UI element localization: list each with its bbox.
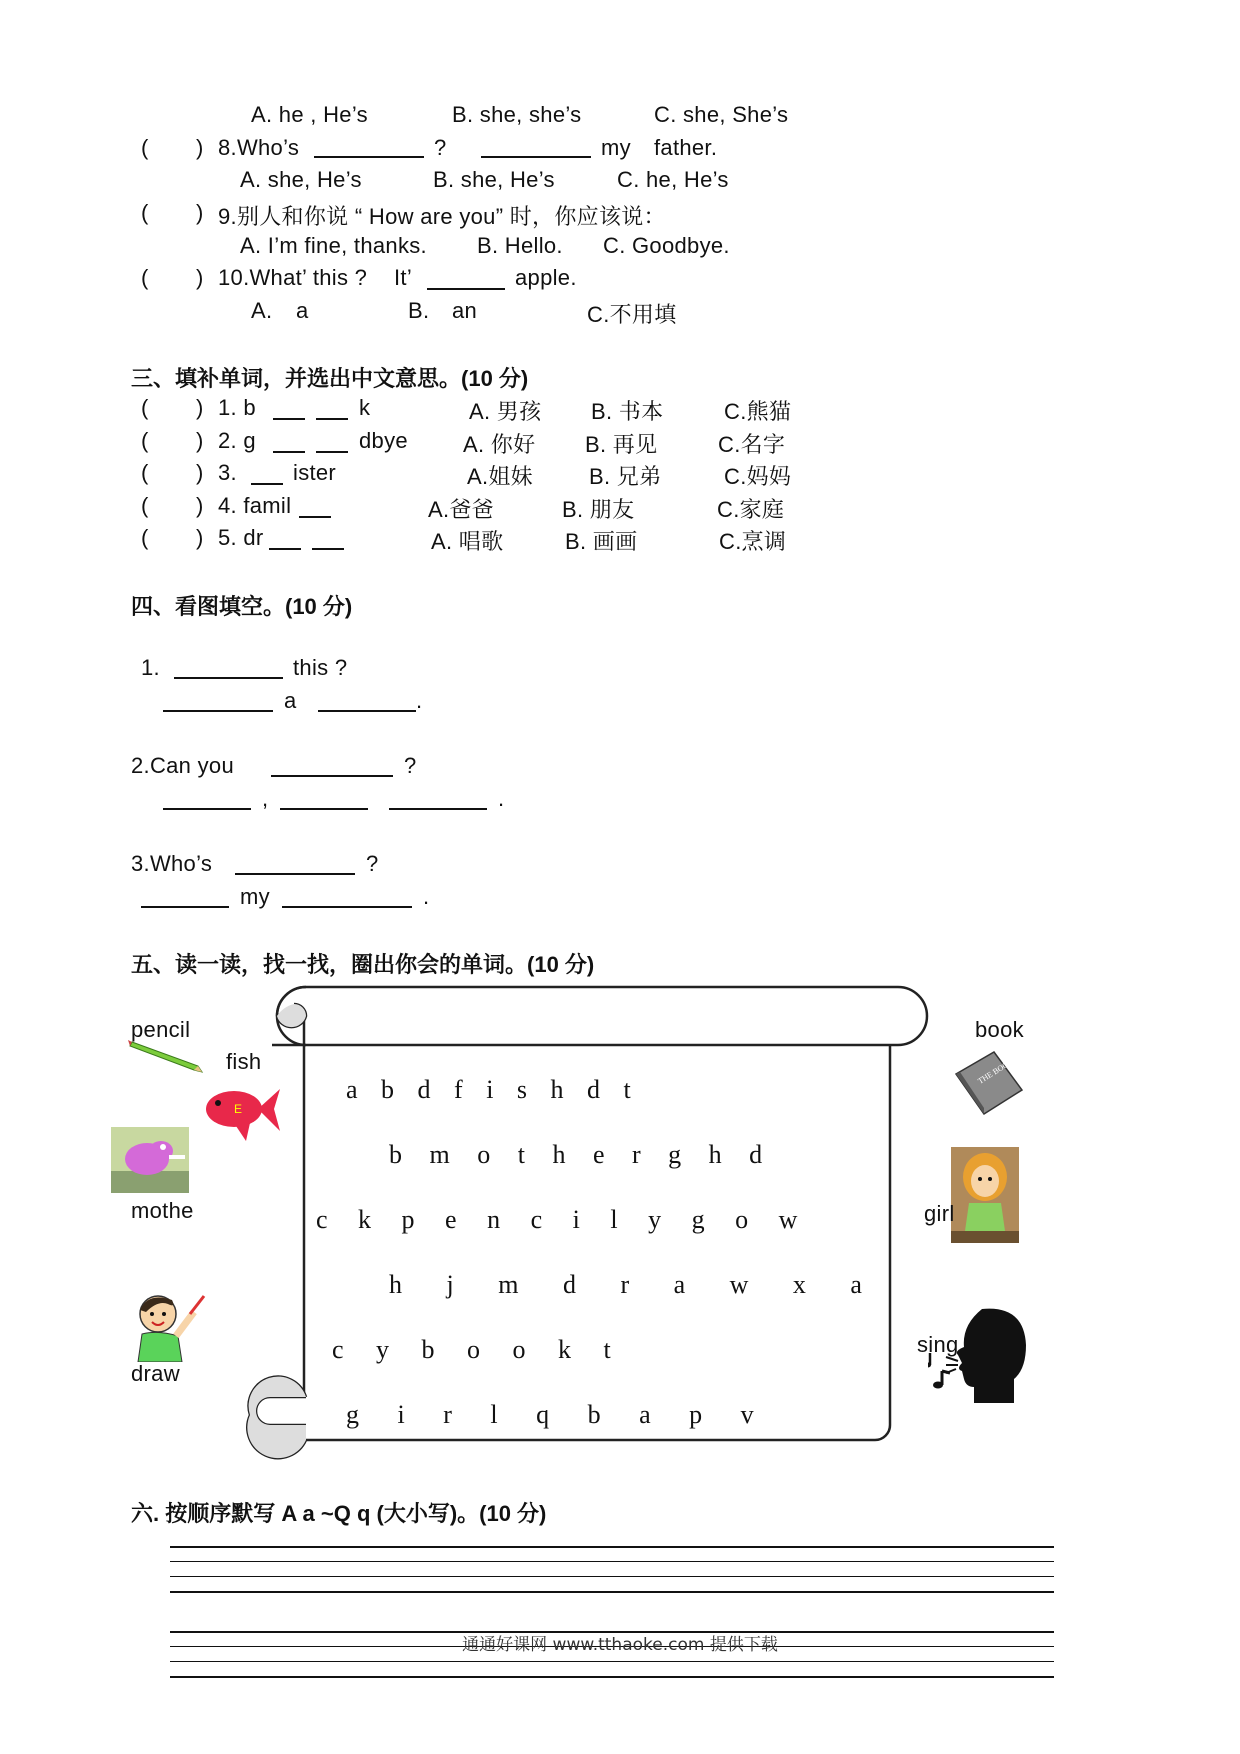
q7-option-a: A. he , He’s bbox=[251, 102, 368, 127]
q10-it: It’ bbox=[394, 265, 413, 290]
grid-row-2 bbox=[389, 1140, 762, 1170]
q10-question: 10.What’ this ? bbox=[218, 265, 368, 290]
grid-row-3-text[interactable]: c k p e n c i l y g o w bbox=[316, 1205, 798, 1234]
grid-row-5-text[interactable]: c y b o o k t bbox=[332, 1335, 611, 1364]
s3-item5-b: B. 画画 bbox=[565, 529, 638, 554]
q10-option-b-value: an bbox=[452, 298, 478, 323]
s4-q3-blank-3[interactable] bbox=[282, 906, 412, 908]
s4-q2-qmark: ? bbox=[404, 753, 417, 778]
writing-line-4 bbox=[170, 1591, 1054, 1593]
s3-close-1: ) bbox=[196, 395, 204, 420]
s3-item2-blank-1[interactable] bbox=[273, 451, 305, 453]
s3-paren-1: ( bbox=[141, 395, 149, 420]
s3-item1-b: B. 书本 bbox=[591, 399, 664, 424]
s3-paren-5: ( bbox=[141, 525, 149, 550]
s3-item1-prefix: 1. b bbox=[218, 395, 256, 420]
q8-option-c: C. he, He’s bbox=[617, 167, 729, 192]
section3-title: 三、填补单词，并选出中文意思。(10 分) bbox=[131, 366, 529, 391]
s4-q3-dot: . bbox=[423, 884, 430, 909]
s3-item3-blank[interactable] bbox=[251, 483, 283, 485]
q10-option-a-value: a bbox=[296, 298, 309, 323]
s3-item3-b: B. 兄弟 bbox=[589, 464, 662, 489]
svg-text:E: E bbox=[234, 1102, 243, 1116]
q8-qmark: ? bbox=[434, 135, 447, 160]
grid-row-6 bbox=[346, 1400, 754, 1430]
s3-item1-blank-1[interactable] bbox=[273, 418, 305, 420]
s3-item5-c: C.烹调 bbox=[719, 529, 787, 554]
q10-option-a: A. bbox=[251, 298, 273, 323]
s4-q2-blank-3[interactable] bbox=[280, 808, 368, 810]
q10-close: ) bbox=[196, 265, 204, 290]
s4-q1-blank-3[interactable] bbox=[318, 710, 416, 712]
s3-item1-suffix: k bbox=[359, 395, 371, 420]
fish-icon bbox=[204, 1083, 280, 1143]
label-pencil: pencil bbox=[131, 1017, 191, 1042]
s4-q2-blank-1[interactable] bbox=[271, 775, 393, 777]
s3-item5-blank-2[interactable] bbox=[312, 548, 344, 550]
s3-close-2: ) bbox=[196, 428, 204, 453]
writing-line-1 bbox=[170, 1546, 1054, 1548]
s3-item5-a: A. 唱歌 bbox=[431, 529, 504, 554]
grid-row-4 bbox=[389, 1270, 862, 1300]
section6-title: 六. 按顺序默写 A a ~Q q (大小写)。(10 分) bbox=[131, 1501, 547, 1526]
s4-q1-blank-2[interactable] bbox=[163, 710, 273, 712]
s3-item2-b: B. 再见 bbox=[585, 432, 658, 457]
draw-boy-icon bbox=[128, 1290, 208, 1362]
grid-row-5 bbox=[332, 1335, 611, 1365]
s4-q2-blank-2[interactable] bbox=[163, 808, 251, 810]
s4-q2-text: 2.Can you bbox=[131, 753, 234, 778]
s4-q1-dot: . bbox=[416, 688, 423, 713]
s3-item1-a: A. 男孩 bbox=[469, 399, 542, 424]
q8-father: father. bbox=[654, 135, 718, 160]
label-book: book bbox=[975, 1017, 1024, 1042]
s3-paren-3: ( bbox=[141, 460, 149, 485]
s3-item3-suffix: ister bbox=[293, 460, 337, 485]
label-fish: fish bbox=[226, 1049, 262, 1074]
s3-item3-a: A.姐妹 bbox=[467, 464, 533, 489]
s4-q2-dot: . bbox=[498, 786, 505, 811]
grid-row-1-text[interactable]: a b d f i s h d t bbox=[346, 1075, 631, 1104]
s4-q3-qmark: ? bbox=[366, 851, 379, 876]
s4-q2-comma: , bbox=[262, 786, 269, 811]
q9-paren: ( bbox=[141, 200, 149, 225]
s3-item2-a: A. 你好 bbox=[463, 432, 536, 457]
grid-row-1 bbox=[346, 1075, 631, 1105]
grid-row-2-text[interactable]: b m o t h e r g h d bbox=[389, 1140, 763, 1169]
pencil-icon bbox=[128, 1036, 208, 1076]
s3-paren-4: ( bbox=[141, 493, 149, 518]
s3-item2-prefix: 2. g bbox=[218, 428, 256, 453]
s3-item4-b: B. 朋友 bbox=[562, 497, 635, 522]
s4-q2-blank-4[interactable] bbox=[389, 808, 487, 810]
svg-text:THE BOOK: THE BOOK bbox=[976, 1056, 1016, 1086]
q9-close: ) bbox=[196, 200, 204, 225]
q8-my: my bbox=[601, 135, 631, 160]
s4-q3-blank-1[interactable] bbox=[235, 873, 355, 875]
s3-close-5: ) bbox=[196, 525, 204, 550]
q7-option-c: C. she, She’s bbox=[654, 102, 789, 127]
s3-item4-c: C.家庭 bbox=[717, 497, 785, 522]
q10-blank[interactable] bbox=[427, 288, 505, 290]
s3-item3-prefix: 3. bbox=[218, 460, 237, 485]
s3-item2-blank-2[interactable] bbox=[316, 451, 348, 453]
grid-row-4-text[interactable]: h j m d r a w x a bbox=[389, 1270, 862, 1299]
s4-q1-this: this ? bbox=[293, 655, 348, 680]
label-girl: girl bbox=[924, 1201, 955, 1226]
writing-line-2 bbox=[170, 1561, 1054, 1562]
q8-paren: ( bbox=[141, 135, 149, 160]
s3-close-3: ) bbox=[196, 460, 204, 485]
label-sing: sing bbox=[917, 1332, 959, 1357]
s3-item4-blank[interactable] bbox=[299, 516, 331, 518]
writing-line-3 bbox=[170, 1576, 1054, 1577]
grid-row-3 bbox=[316, 1205, 797, 1235]
q10-paren: ( bbox=[141, 265, 149, 290]
q10-option-b: B. bbox=[408, 298, 430, 323]
q8-close: ) bbox=[196, 135, 204, 160]
q8-blank-1[interactable] bbox=[314, 156, 424, 158]
writing-line-8 bbox=[170, 1676, 1054, 1678]
s3-close-4: ) bbox=[196, 493, 204, 518]
s4-q1-blank-1[interactable] bbox=[174, 677, 283, 679]
q7-option-b: B. she, she’s bbox=[452, 102, 582, 127]
q9-option-b: B. Hello. bbox=[477, 233, 563, 258]
q10-apple: apple. bbox=[515, 265, 577, 290]
s3-item1-blank-2[interactable] bbox=[316, 418, 348, 420]
s3-item5-prefix: 5. dr bbox=[218, 525, 264, 550]
s3-item3-c: C.妈妈 bbox=[724, 464, 792, 489]
s3-paren-2: ( bbox=[141, 428, 149, 453]
q8-blank-2[interactable] bbox=[481, 156, 591, 158]
footer-text: 通通好课网 www.tthaoke.com 提供下载 bbox=[462, 1635, 778, 1655]
s4-q1-a: a bbox=[284, 688, 297, 713]
book-icon bbox=[950, 1050, 1026, 1116]
q8-option-a: A. she, He’s bbox=[240, 167, 362, 192]
q9-question: 9.别人和你说 “ How are you” 时，你应该说： bbox=[218, 204, 666, 229]
q8-option-b: B. she, He’s bbox=[433, 167, 555, 192]
q8-question: 8.Who’s bbox=[218, 135, 300, 160]
s3-item1-c: C.熊猫 bbox=[724, 399, 792, 424]
s4-q1-num: 1. bbox=[141, 655, 160, 680]
section5-title: 五、读一读，找一找，圈出你会的单词。(10 分) bbox=[131, 952, 595, 977]
s4-q3-my: my bbox=[240, 884, 270, 909]
writing-line-7 bbox=[170, 1661, 1054, 1662]
s4-q3-text: 3.Who’s bbox=[131, 851, 213, 876]
grid-row-6-text[interactable]: g i r l q b a p v bbox=[346, 1400, 754, 1429]
section4-title: 四、看图填空。(10 分) bbox=[131, 594, 353, 619]
label-draw: draw bbox=[131, 1361, 180, 1386]
q10-option-c: C.不用填 bbox=[587, 302, 677, 327]
s3-item4-prefix: 4. famil bbox=[218, 493, 292, 518]
s3-item2-suffix: dbye bbox=[359, 428, 408, 453]
q9-option-a: A. I’m fine, thanks. bbox=[240, 233, 427, 258]
s3-item2-c: C.名字 bbox=[718, 432, 786, 457]
s3-item5-blank-1[interactable] bbox=[269, 548, 301, 550]
mother-cartoon-icon bbox=[111, 1127, 189, 1193]
s4-q3-blank-2[interactable] bbox=[141, 906, 229, 908]
label-mothe: mothe bbox=[131, 1198, 194, 1223]
girl-cartoon-icon bbox=[951, 1147, 1019, 1243]
s3-item4-a: A.爸爸 bbox=[428, 497, 494, 522]
q9-option-c: C. Goodbye. bbox=[603, 233, 730, 258]
